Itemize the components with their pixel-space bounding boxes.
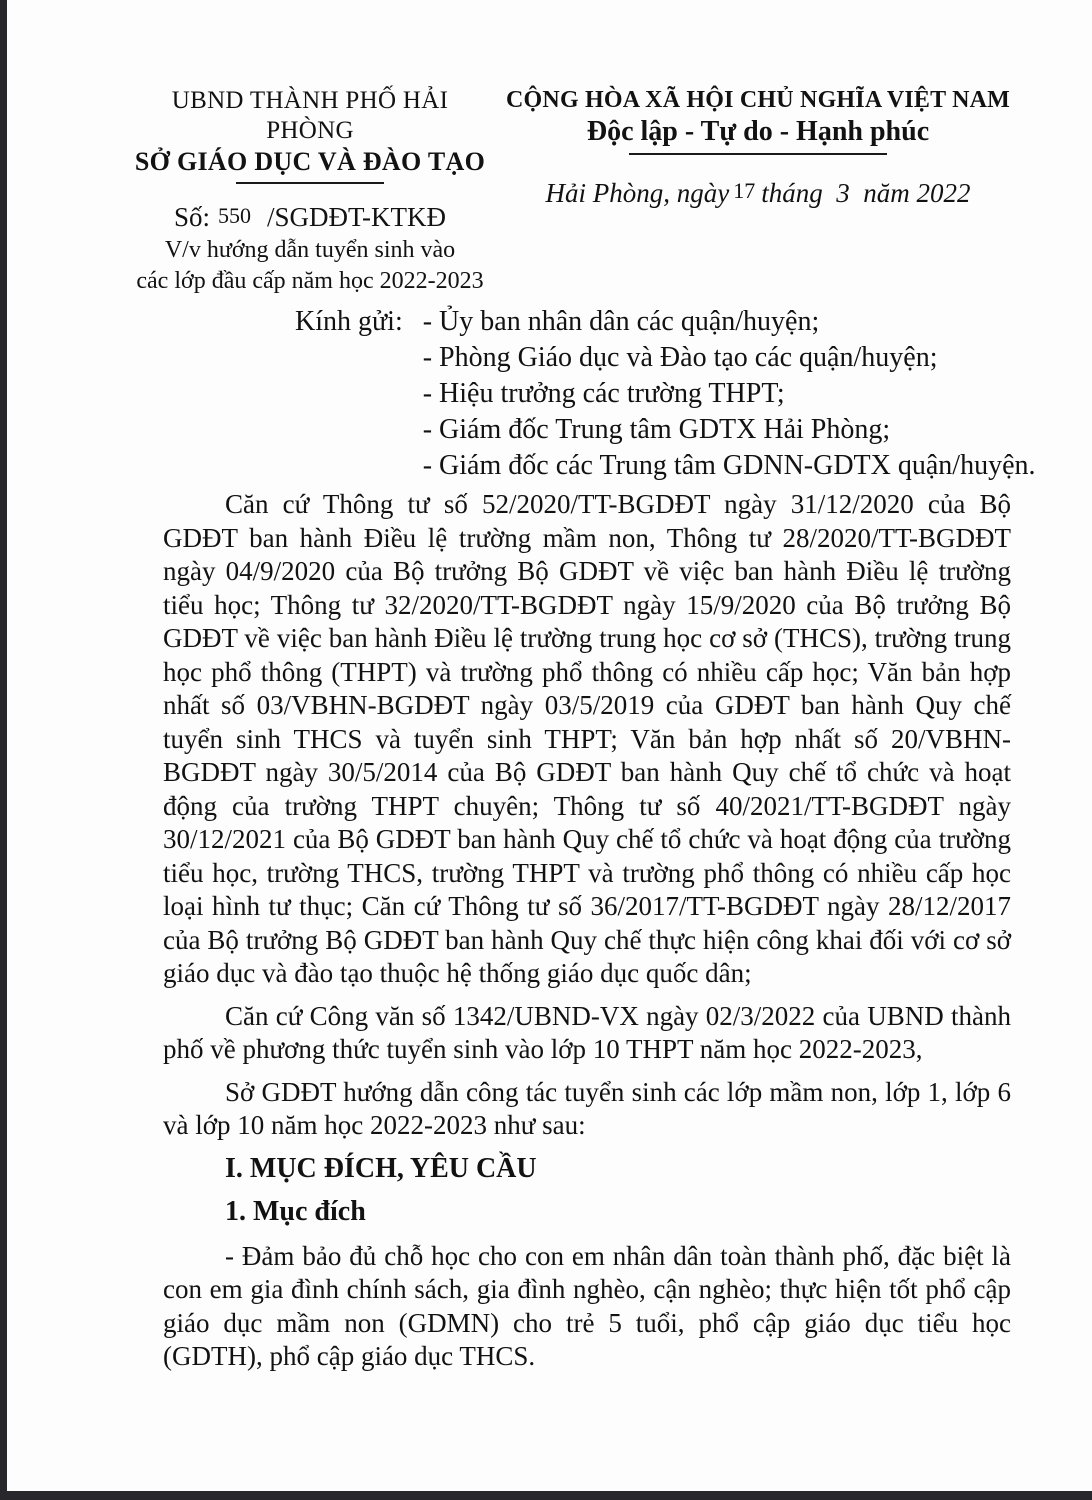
sub-heading-1: 1. Mục đích xyxy=(225,1195,366,1227)
motto-underline-rule xyxy=(629,153,887,155)
recipient-item: - Hiệu trưởng các trường THPT; xyxy=(422,378,785,409)
date-day-value: 17 xyxy=(733,178,756,203)
date-suffix: tháng 3 năm 2022 xyxy=(761,178,971,208)
document-body xyxy=(163,488,1011,1383)
legal-basis-paragraph-2: Căn cứ Công văn số 1342/UBND-VX ngày 02/3/2022 của UBND thành phố về phương thức tuyển sinh vào lớp 10 THPT năm học 2022-2023, xyxy=(163,1000,1011,1064)
purpose-paragraph: - Đảm bảo đủ chỗ học cho con em nhân dân toàn thành phố, đặc biệt là con em gia đình chính sách, gia đình nghèo, cận nghèo; thực hiện tốt phổ cập giáo dục mầm non (GDMN) cho trẻ 5 tuổi, phổ cập giáo dục tiểu học (GDTH), phổ cập giáo dục THCS. xyxy=(163,1240,1011,1371)
recipient-item: - Phòng Giáo dục và Đào tạo các quận/huyện; xyxy=(422,342,938,373)
recipients-list xyxy=(423,304,1036,484)
section-heading-i: I. MỤC ĐÍCH, YÊU CẦU xyxy=(225,1152,537,1184)
recipients-block xyxy=(295,304,1036,484)
agency-dept-name: SỞ GIÁO DỤC VÀ ĐÀO TẠO xyxy=(134,147,486,176)
recipient-item: - Giám đốc các Trung tâm GDNN-GDTX quận/huyện. xyxy=(422,450,1036,481)
agency-underline-rule xyxy=(236,182,384,184)
subject-line-1: V/v hướng dẫn tuyển sinh vào xyxy=(164,237,456,263)
recipients-label: Kính gửi: xyxy=(295,306,403,337)
recipient-item: - Ủy ban nhân dân các quận/huyện; xyxy=(422,306,820,337)
scan-edge-bottom-bar xyxy=(0,1491,1092,1500)
subject-line-2: các lớp đầu cấp năm học 2022-2023 xyxy=(136,268,484,294)
recipient-item: - Giám đốc Trung tâm GDTX Hải Phòng; xyxy=(422,414,891,445)
place-date-line xyxy=(500,177,1016,211)
document-number-line xyxy=(128,201,492,235)
legal-basis-paragraph: Căn cứ Thông tư số 52/2020/TT-BGDĐT ngày 31/12/2020 của Bộ GDĐT ban hành Điều lệ trường mầm non, Thông tư 28/2020/TT-BGDĐT ngày 04/9/2020 của Bộ trưởng Bộ GDĐT về việc ban hành Điều lệ trường tiểu học; Thông tư 32/2020/TT-BGDĐT ngày 15/9/2020 của Bộ trưởng Bộ GDĐT về việc ban hành Điều lệ trường trung học cơ sở (THCS), trường trung học phổ thông (THPT) và trường phổ thông có nhiều cấp học; Văn bản hợp nhất số 03/VBHN-BGDĐT ngày 03/5/2019 của GDĐT ban hành Quy chế tuyển sinh THCS và tuyển sinh THPT; Văn bản hợp nhất số 20/VBHN-BGDĐT ngày 30/5/2014 của Bộ GDĐT ban hành Quy chế tổ chức và hoạt động của trường THPT chuyên; Thông tư số 40/2021/TT-BGDĐT ngày 30/12/2021 của Bộ GDĐT ban hành Quy chế tổ chức và hoạt động của trường tiểu học, trường THCS, trường THPT và trường phổ thông có nhiều cấp học loại hình tư thục; Căn cứ Thông tư số 36/2017/TT-BGDĐT ngày 28/12/2017 của Bộ trưởng Bộ GDĐT ban hành Quy chế thực hiện công khai đối với cơ sở giáo dục và đào tạo thuộc hệ thống giáo dục quốc dân; xyxy=(163,489,1011,988)
scan-edge-left-bar xyxy=(0,0,7,1500)
header-issuing-agency xyxy=(128,86,492,297)
doc-number-suffix: /SGDĐT-KTKĐ xyxy=(267,202,447,232)
doc-number-label: Số: xyxy=(173,202,210,232)
intro-paragraph: Sở GDĐT hướng dẫn công tác tuyển sinh các lớp mầm non, lớp 1, lớp 6 và lớp 10 năm học 2022-2023 như sau: xyxy=(163,1076,1011,1140)
national-title: CỘNG HÒA XÃ HỘI CHỦ NGHĨA VIỆT NAM xyxy=(506,87,1010,113)
doc-number-value: 550 xyxy=(218,203,251,228)
date-prefix: Hải Phòng, ngày xyxy=(545,178,730,208)
header-national xyxy=(500,86,1016,211)
agency-parent-name: UBND THÀNH PHỐ HẢI PHÒNG xyxy=(171,87,449,144)
national-motto: Độc lập - Tự do - Hạnh phúc xyxy=(586,116,930,147)
